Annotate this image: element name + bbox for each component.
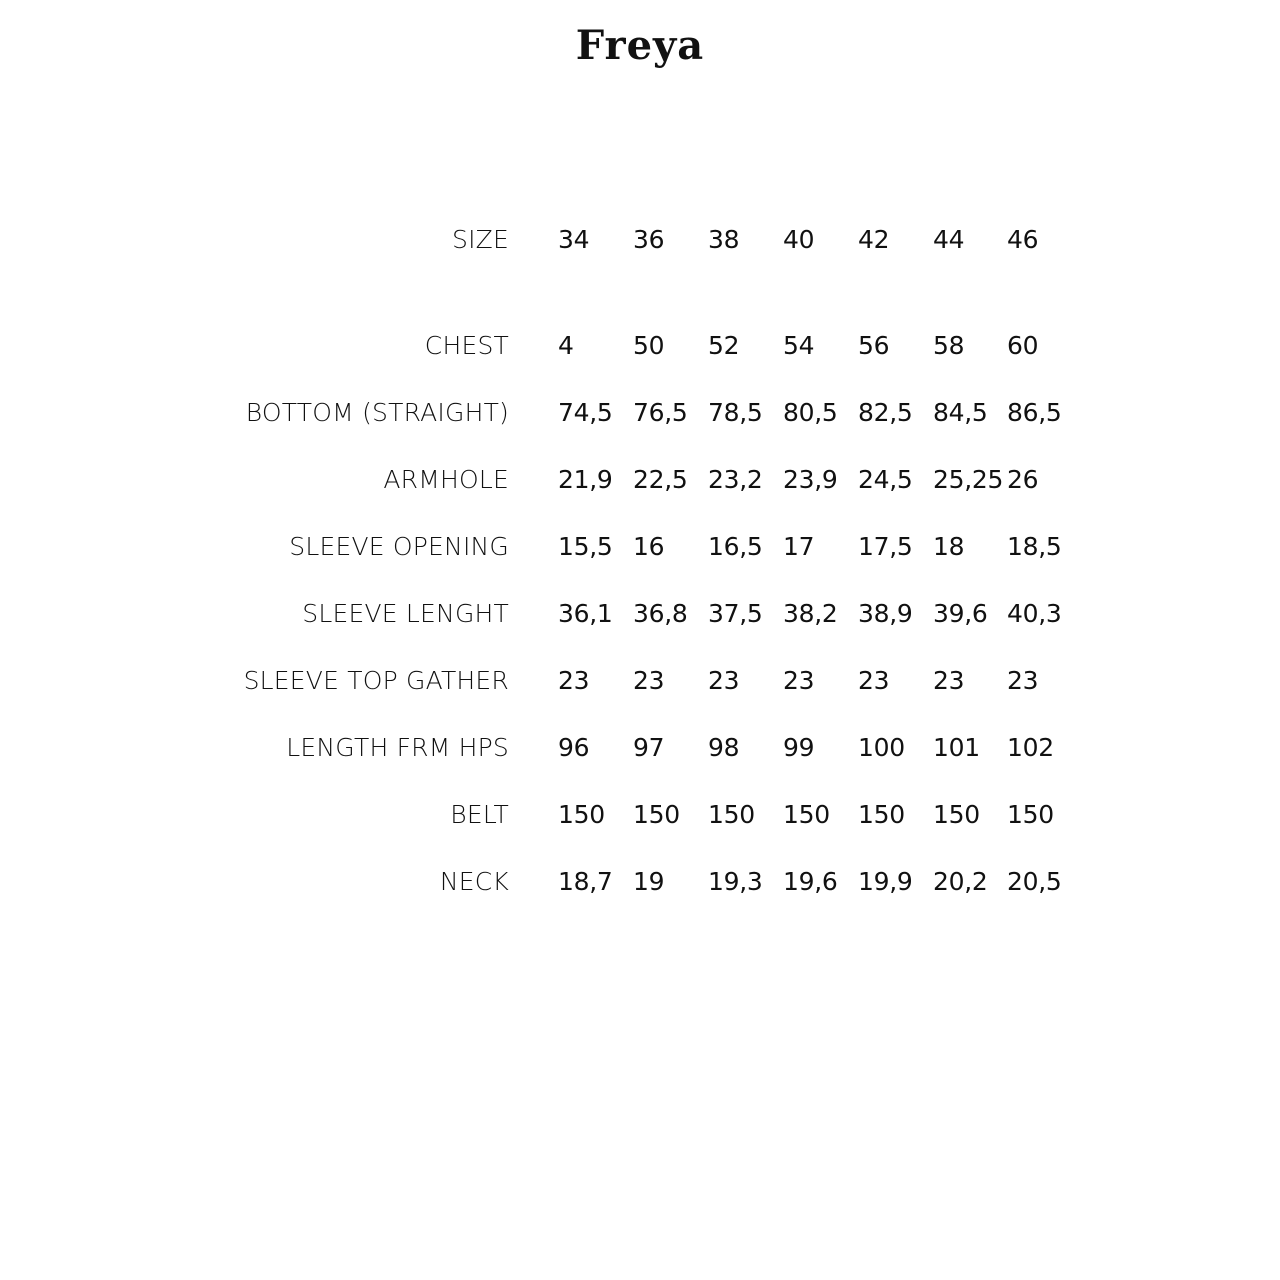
- measurement-cell: 52: [708, 331, 740, 360]
- measurement-cell: 100: [858, 733, 905, 762]
- measurement-row-armhole: [0, 460, 1280, 500]
- measurement-cell: 38,2: [783, 599, 838, 628]
- measurement-cell: 37,5: [708, 599, 763, 628]
- measurement-cell: 58: [933, 331, 965, 360]
- measurement-cell: 84,5: [933, 398, 988, 427]
- measurement-label: ARMHOLE: [383, 465, 509, 494]
- measurement-label: LENGTH FRM HPS: [286, 733, 509, 762]
- measurement-row-length-frm-hps: [0, 728, 1280, 768]
- measurement-cell: 19,9: [858, 867, 913, 896]
- measurement-cell: 82,5: [858, 398, 913, 427]
- measurement-cell: 16: [633, 532, 665, 561]
- measurement-cell: 40,3: [1007, 599, 1062, 628]
- measurement-cell: 150: [783, 800, 830, 829]
- size-header-cell: 42: [858, 225, 890, 254]
- measurement-cell: 78,5: [708, 398, 763, 427]
- measurement-cell: 150: [558, 800, 605, 829]
- measurement-label: BELT: [450, 800, 509, 829]
- measurement-cell: 23: [858, 666, 890, 695]
- measurement-cell: 16,5: [708, 532, 763, 561]
- measurement-cell: 60: [1007, 331, 1039, 360]
- size-header-label: SIZE: [452, 225, 509, 254]
- measurement-row-belt: [0, 795, 1280, 835]
- measurement-cell: 76,5: [633, 398, 688, 427]
- measurement-cell: 19,3: [708, 867, 763, 896]
- measurement-cell: 150: [858, 800, 905, 829]
- size-header-cell: 38: [708, 225, 740, 254]
- measurement-cell: 26: [1007, 465, 1039, 494]
- size-header-row: [0, 220, 1280, 260]
- size-header-cell: 36: [633, 225, 665, 254]
- measurement-cell: 150: [1007, 800, 1054, 829]
- size-header-cell: 34: [558, 225, 590, 254]
- size-header-cell: 44: [933, 225, 965, 254]
- measurement-row-sleeve-top-gather: [0, 661, 1280, 701]
- measurement-cell: 23: [633, 666, 665, 695]
- measurement-cell: 23: [783, 666, 815, 695]
- measurement-cell: 21,9: [558, 465, 613, 494]
- measurement-label: NECK: [439, 867, 509, 896]
- measurement-cell: 23: [708, 666, 740, 695]
- measurement-cell: 24,5: [858, 465, 913, 494]
- measurement-cell: 36,8: [633, 599, 688, 628]
- measurement-label: SLEEVE LENGHT: [302, 599, 509, 628]
- measurement-cell: 39,6: [933, 599, 988, 628]
- measurement-cell: 4: [558, 331, 574, 360]
- measurement-cell: 38,9: [858, 599, 913, 628]
- measurement-row-sleeve-opening: [0, 527, 1280, 567]
- measurement-cell: 20,2: [933, 867, 988, 896]
- measurement-cell: 23: [933, 666, 965, 695]
- measurement-cell: 150: [633, 800, 680, 829]
- measurement-cell: 150: [708, 800, 755, 829]
- size-header-cell: 46: [1007, 225, 1039, 254]
- measurement-cell: 97: [633, 733, 665, 762]
- size-header-cell: 40: [783, 225, 815, 254]
- measurement-cell: 56: [858, 331, 890, 360]
- measurement-cell: 18,7: [558, 867, 613, 896]
- measurement-cell: 80,5: [783, 398, 838, 427]
- measurement-cell: 74,5: [558, 398, 613, 427]
- measurement-cell: 98: [708, 733, 740, 762]
- measurement-label: CHEST: [424, 331, 509, 360]
- measurement-label: SLEEVE TOP GATHER: [243, 666, 509, 695]
- measurement-cell: 23: [558, 666, 590, 695]
- measurement-cell: 99: [783, 733, 815, 762]
- measurement-cell: 15,5: [558, 532, 613, 561]
- measurement-cell: 101: [933, 733, 980, 762]
- measurement-cell: 20,5: [1007, 867, 1062, 896]
- measurement-row-neck: [0, 862, 1280, 902]
- brand-logo: Freya: [575, 22, 705, 69]
- measurement-cell: 25,25: [933, 465, 1004, 494]
- measurement-cell: 22,5: [633, 465, 688, 494]
- measurement-cell: 86,5: [1007, 398, 1062, 427]
- measurement-label: SLEEVE OPENING: [289, 532, 509, 561]
- measurement-row-sleeve-length: [0, 594, 1280, 634]
- measurement-cell: 102: [1007, 733, 1054, 762]
- measurement-cell: 18,5: [1007, 532, 1062, 561]
- measurement-cell: 23,9: [783, 465, 838, 494]
- measurement-cell: 18: [933, 532, 965, 561]
- measurement-row-bottom: [0, 393, 1280, 433]
- measurement-row-chest: [0, 326, 1280, 366]
- measurement-cell: 36,1: [558, 599, 613, 628]
- measurement-cell: 19: [633, 867, 665, 896]
- measurement-cell: 150: [933, 800, 980, 829]
- measurement-cell: 96: [558, 733, 590, 762]
- measurement-cell: 17: [783, 532, 815, 561]
- measurement-cell: 54: [783, 331, 815, 360]
- measurement-cell: 23: [1007, 666, 1039, 695]
- measurement-cell: 19,6: [783, 867, 838, 896]
- measurement-cell: 50: [633, 331, 665, 360]
- measurement-label: BOTTOM (STRAIGHT): [245, 398, 509, 427]
- measurement-cell: 17,5: [858, 532, 913, 561]
- measurement-cell: 23,2: [708, 465, 763, 494]
